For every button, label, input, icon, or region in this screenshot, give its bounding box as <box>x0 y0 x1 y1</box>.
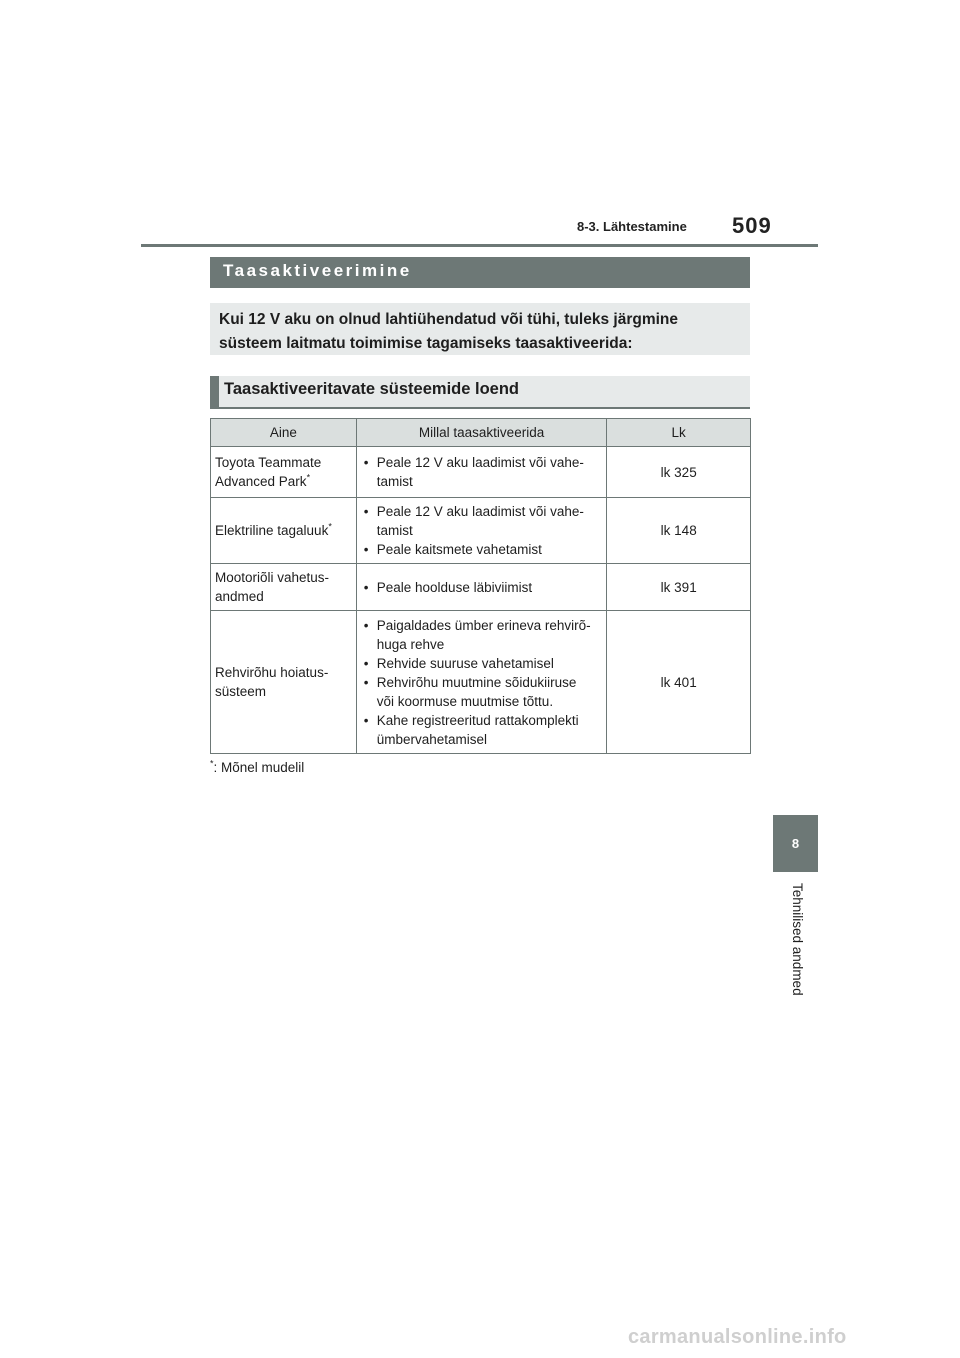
subject-line: Toyota Teammate <box>215 455 322 470</box>
bullet-list <box>363 616 601 749</box>
intro-text: Kui 12 V aku on olnud lahtiühendatud või tühi, tuleks järgmine süsteem laitmatu toimimise tagamiseks taasaktiveerida: <box>219 311 679 352</box>
list-item: • Paigaldades ümber erineva rehvirõ- huga rehve <box>363 616 601 654</box>
bullet-list <box>363 453 601 491</box>
subject-line: süsteem <box>215 684 267 699</box>
footnote <box>210 760 304 775</box>
chapter-label: Tehnilised andmed <box>790 883 805 996</box>
footnote-ref: * <box>306 472 311 483</box>
list-item: • Peale hoolduse läbiviimist <box>363 578 601 597</box>
cell-subject <box>211 611 357 754</box>
footnote-ref: * <box>328 521 332 532</box>
section-title-bar <box>210 257 750 288</box>
subject-line: andmed <box>215 589 264 604</box>
table-row <box>211 611 751 754</box>
table-body <box>211 447 751 754</box>
subsection-heading <box>210 376 750 409</box>
subject-line: Mootoriõli vahetus- <box>215 570 330 585</box>
cell-page-ref: lk 391 <box>607 564 751 611</box>
cell-when <box>356 611 607 754</box>
section-title: Taasaktiveerimine <box>223 261 412 280</box>
col-header-subject: Aine <box>211 419 357 447</box>
list-item: • Peale 12 V aku laadimist või vahe- tamist <box>363 453 601 491</box>
col-header-page: Lk <box>607 419 751 447</box>
header-divider <box>141 244 818 247</box>
running-header-section: 8-3. Lähtestamine <box>577 219 687 234</box>
cell-page-ref: lk 401 <box>607 611 751 754</box>
list-item: • Kahe registreeritud rattakomplekti ümbervahetamisel <box>363 711 601 749</box>
systems-table <box>210 418 751 754</box>
cell-subject <box>211 447 357 498</box>
subsection-title: Taasaktiveeritavate süsteemide loend <box>224 380 520 398</box>
cell-when <box>356 447 607 498</box>
list-item: • Peale kaitsmete vahetamist <box>363 540 601 559</box>
table-row <box>211 564 751 611</box>
table-row <box>211 498 751 564</box>
cell-page-ref: lk 325 <box>607 447 751 498</box>
bullet-list <box>363 578 601 597</box>
col-header-when: Millal taasaktiveerida <box>356 419 607 447</box>
table-row <box>211 447 751 498</box>
subject-line: Advanced Park <box>215 474 307 489</box>
list-item: • Rehvirõhu muutmine sõidukiiruse või koormuse muutmise tõttu. <box>363 673 601 711</box>
subsection-accent <box>210 376 219 407</box>
table-header-row <box>211 419 751 447</box>
cell-subject <box>211 564 357 611</box>
cell-when <box>356 564 607 611</box>
subject-line: Elektriline tagaluuk <box>215 523 329 538</box>
subject-line: Rehvirõhu hoiatus- <box>215 665 329 680</box>
list-item: • Peale 12 V aku laadimist või vahe- tamist <box>363 502 601 540</box>
chapter-tab: 8 <box>773 815 818 872</box>
watermark: carmanualsonline.info <box>628 1326 847 1348</box>
cell-subject <box>211 498 357 564</box>
cell-page-ref: lk 148 <box>607 498 751 564</box>
footnote-mark: * <box>210 758 214 769</box>
page-number: 509 <box>732 213 772 238</box>
cell-when <box>356 498 607 564</box>
list-item: • Rehvide suuruse vahetamisel <box>363 654 601 673</box>
footnote-text: : Mõnel mudelil <box>213 760 305 775</box>
intro-box <box>210 303 750 355</box>
bullet-list <box>363 502 601 559</box>
